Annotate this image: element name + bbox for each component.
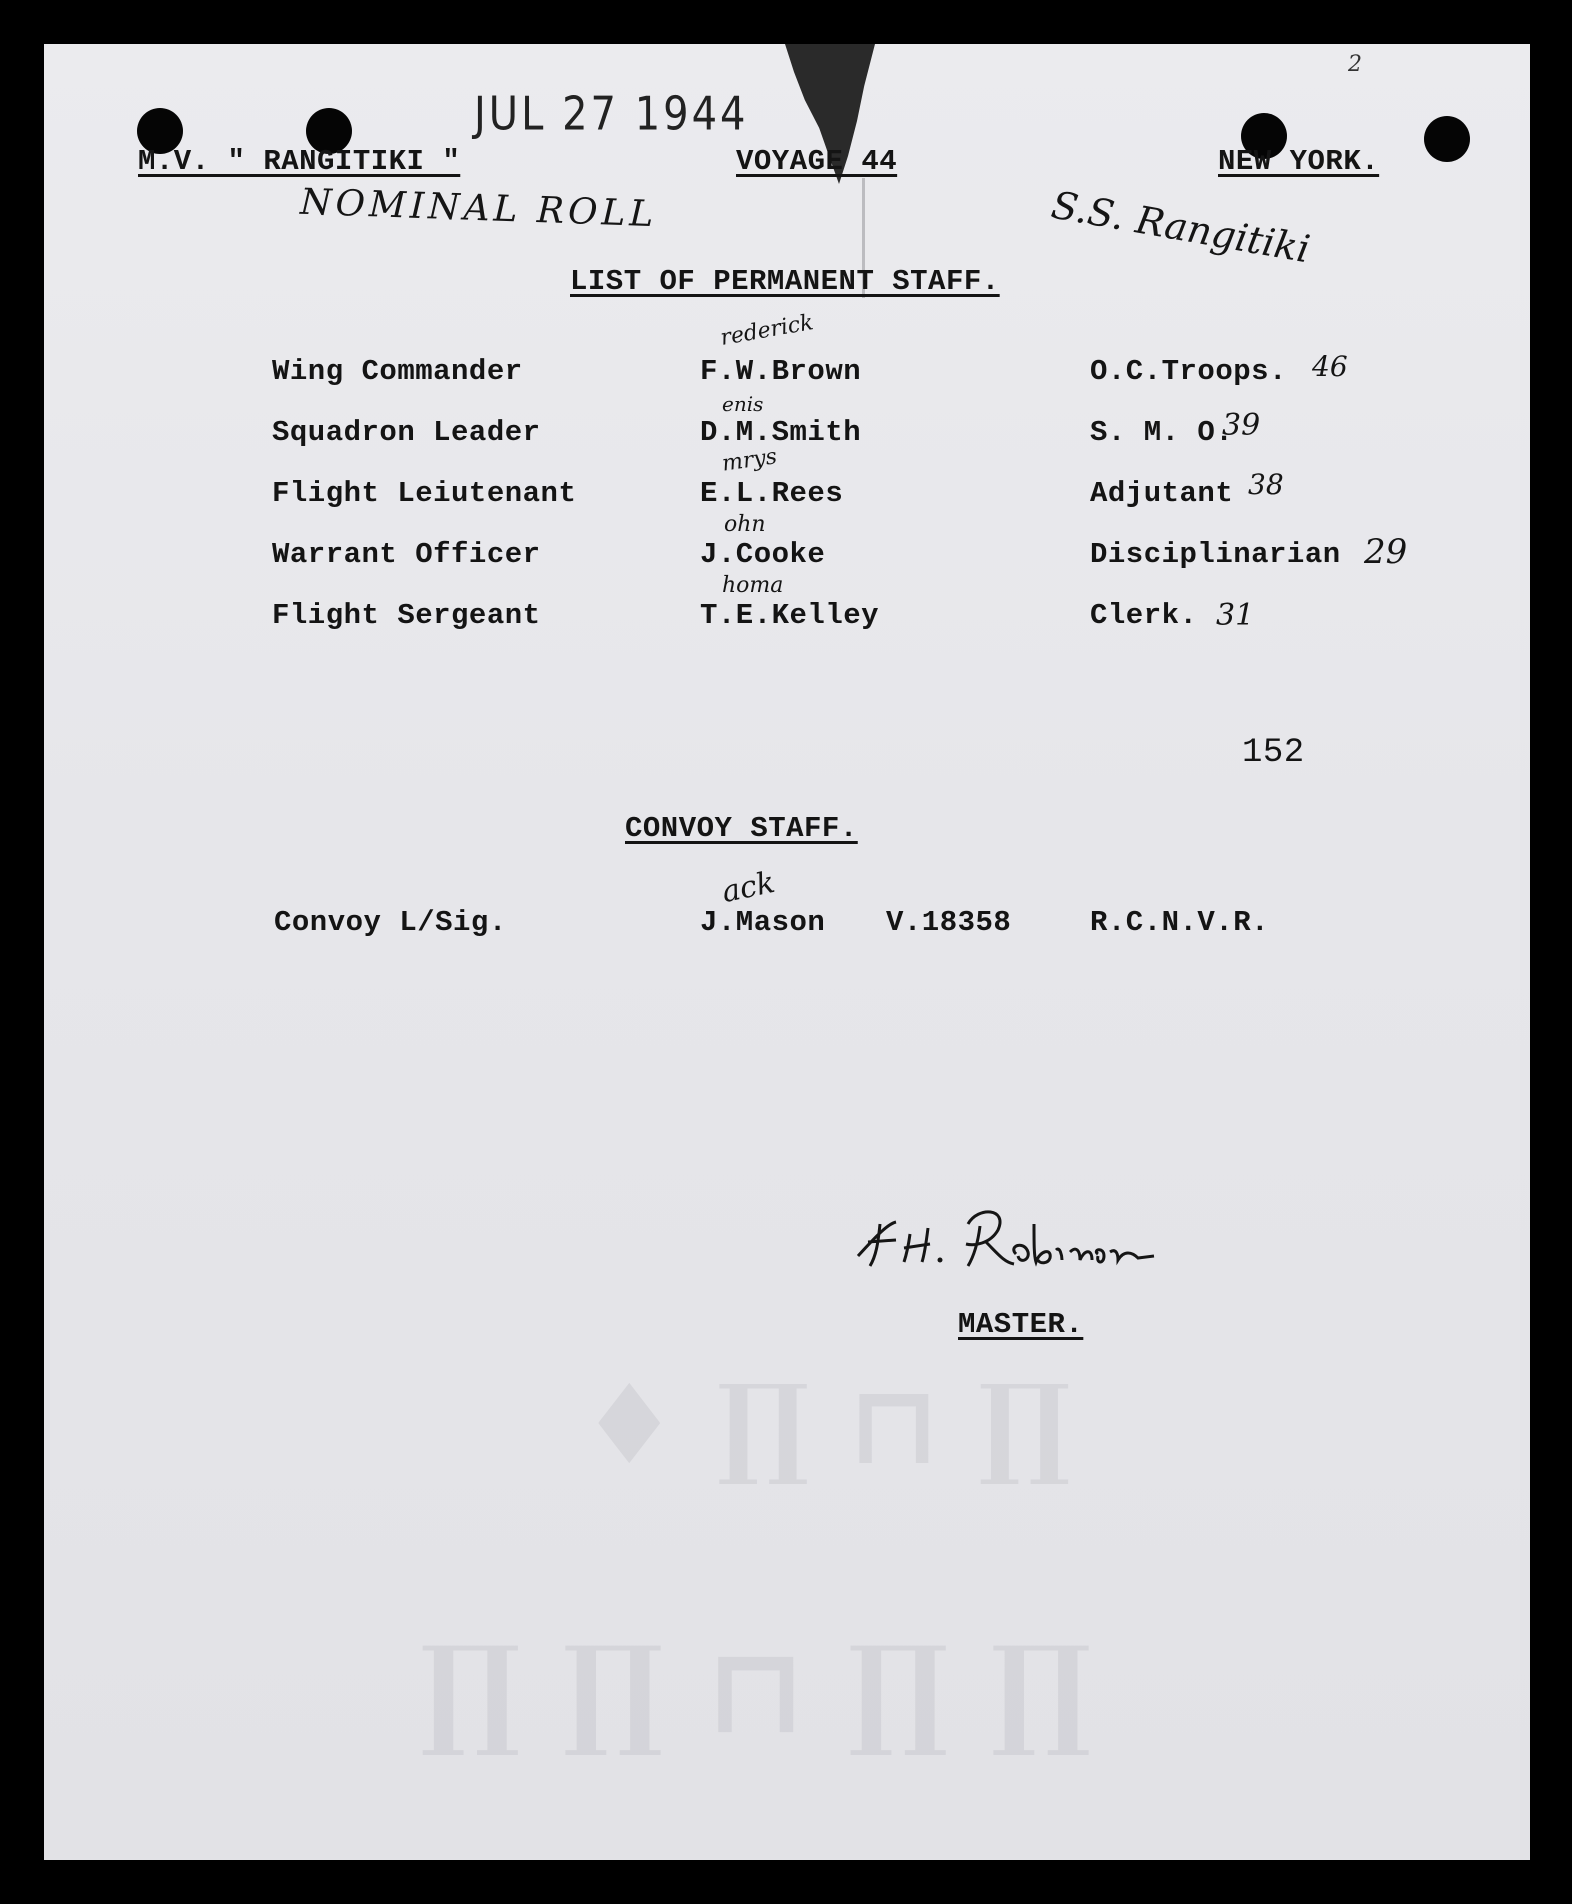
handwritten-age: 39 [1222, 408, 1261, 443]
handwritten-first-name: enis [722, 392, 764, 416]
convoy-name: J.Mason [700, 906, 826, 939]
permanent-staff-title: LIST OF PERMANENT STAFF. [570, 265, 1000, 298]
signatory-title: MASTER. [958, 1308, 1084, 1341]
handwritten-age: 38 [1248, 468, 1284, 501]
handwritten-first-name: homa [722, 573, 784, 598]
officer-name: E.L.Rees [700, 477, 844, 510]
duty: Adjutant [1090, 477, 1234, 510]
voyage-number: VOYAGE 44 [736, 145, 898, 178]
handwritten-first-name: ohn [724, 512, 766, 537]
punch-hole-4 [1424, 116, 1470, 162]
rank: Flight Leiutenant [272, 477, 577, 510]
handwritten-first-name: ack [718, 864, 778, 911]
page-mark: 2 [1348, 52, 1362, 77]
rank: Flight Sergeant [272, 599, 541, 632]
handwritten-ship-note: S.S. Rangitiki [1048, 182, 1314, 272]
date-stamp: JUL 27 1944 [474, 88, 749, 141]
port-name: NEW YORK. [1218, 145, 1380, 178]
ship-name: M.V. " RANGITIKI " [138, 145, 461, 178]
handwritten-first-name: mrys [720, 444, 779, 477]
handwritten-age: 29 [1364, 532, 1408, 572]
handwritten-age: 46 [1312, 350, 1348, 383]
handwritten-age: 31 [1216, 598, 1255, 633]
convoy-staff-title: CONVOY STAFF. [625, 812, 858, 845]
convoy-rank: Convoy L/Sig. [274, 906, 507, 939]
handwritten-first-name: rederick [718, 310, 816, 351]
duty: S. M. O. [1090, 416, 1234, 449]
bleed-through-mark: ♦ ∏ ⊓ ∏ [580, 1360, 1071, 1489]
duty: Disciplinarian [1090, 538, 1341, 571]
officer-name: F.W.Brown [700, 355, 862, 388]
bleed-through-mark: ∏ ∏ ⊓ ∏ ∏ [420, 1620, 1092, 1761]
duty: O.C.Troops. [1090, 355, 1287, 388]
handwritten-nominal-roll: NOMINAL ROLL [299, 181, 658, 236]
rank: Wing Commander [272, 355, 523, 388]
unit: R.C.N.V.R. [1090, 906, 1270, 939]
service-number: V.18358 [886, 906, 1012, 939]
rank: Warrant Officer [272, 538, 541, 571]
duty: Clerk. [1090, 599, 1198, 632]
rank: Squadron Leader [272, 416, 541, 449]
officer-name: J.Cooke [700, 538, 826, 571]
signature [848, 1194, 1168, 1284]
officer-name: T.E.Kelley [700, 599, 880, 632]
page-total: 152 [1242, 734, 1305, 772]
officer-name: D.M.Smith [700, 416, 862, 449]
